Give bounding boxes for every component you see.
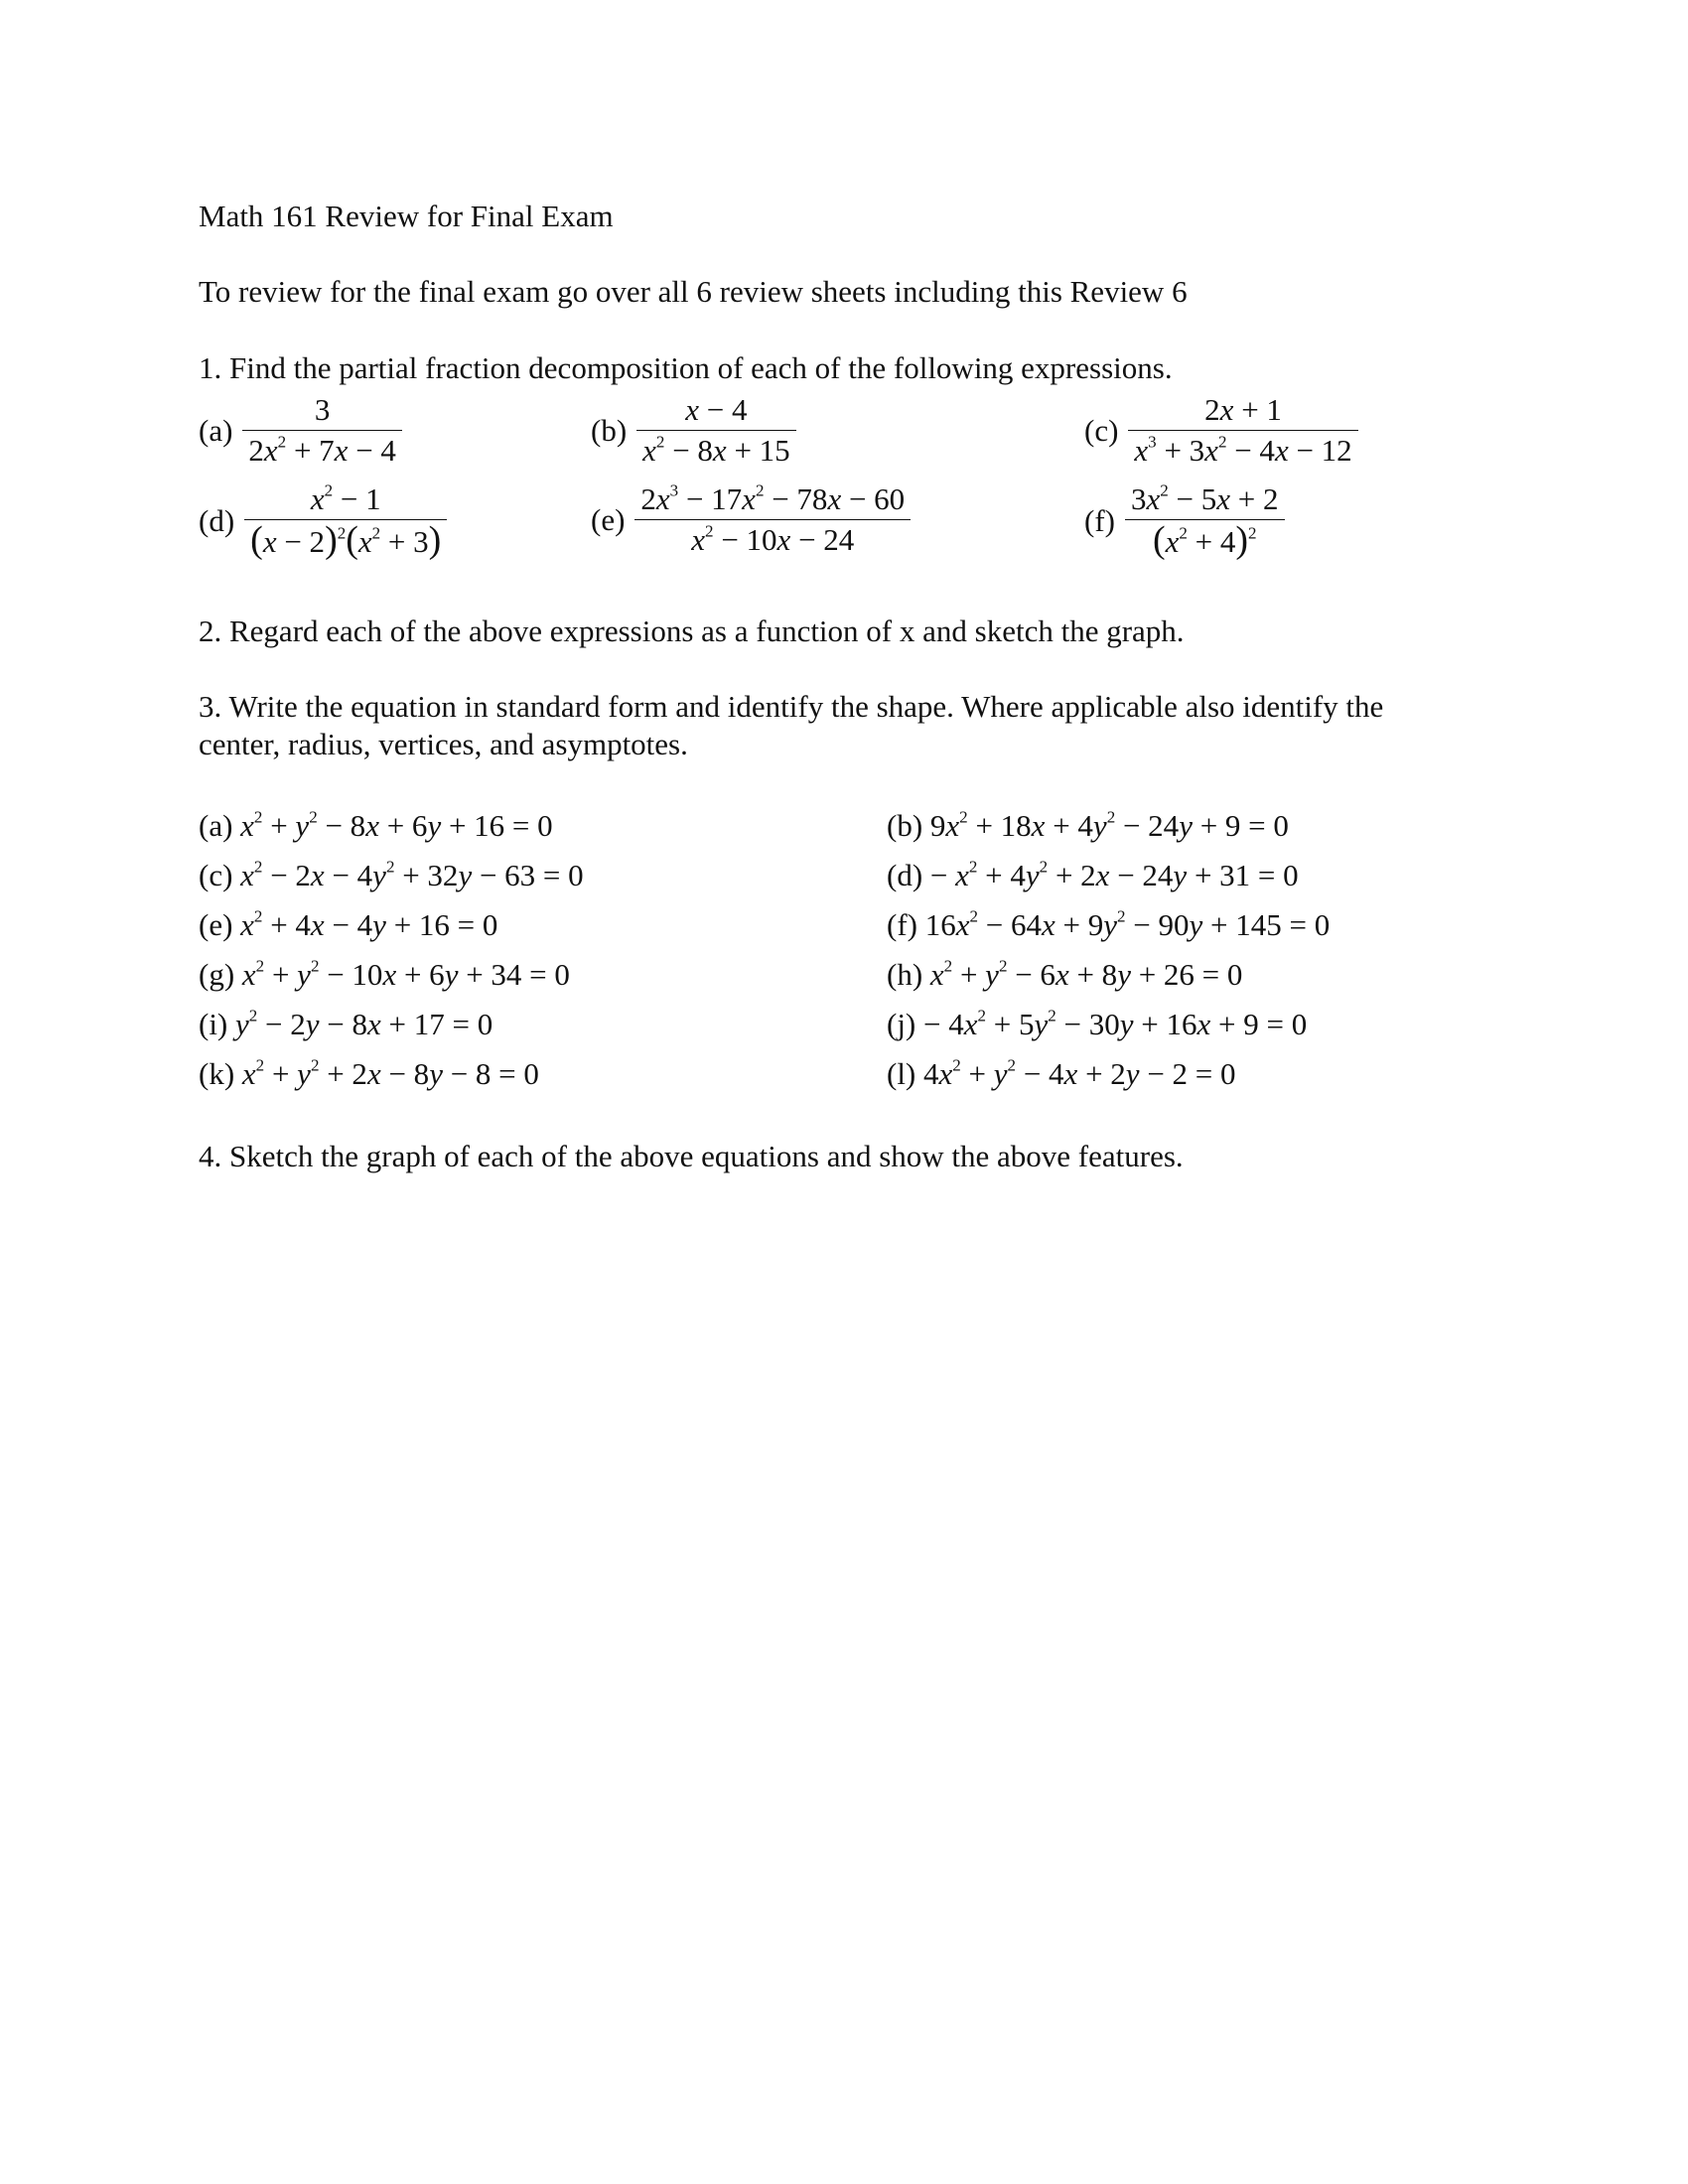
fraction-e-numerator: $2x^3 - 17x^2 - 78x - 60$ <box>640 480 906 516</box>
equation-i: (i) $y^2 - 2y - 8x + 17 = 0$ <box>199 1006 493 1041</box>
fraction-d-denominator: $(x - 2)^2(x^2 + 3)$ <box>244 519 447 562</box>
equation-l-label: (l) <box>887 1056 916 1091</box>
equation-k: (k) $x^2 + y^2 + 2x - 8y - 8 = 0$ <box>199 1055 539 1091</box>
equation-g-label: (g) <box>199 957 235 992</box>
equation-a: (a) $x^2 + y^2 - 8x + 6y + 16 = 0$ <box>199 807 553 843</box>
fraction-b <box>591 390 796 471</box>
equation-c: (c) $x^2 - 2x - 4y^2 + 32y - 63 = 0$ <box>199 857 584 892</box>
fraction-a-numerator: 3 <box>314 392 331 427</box>
equation-b-label: (b) <box>887 808 923 843</box>
equation-a-label: (a) <box>199 808 233 843</box>
fraction-e-denominator: $x^2 - 10x - 24$ <box>634 519 911 560</box>
fraction-b-denominator: $x^2 - 8x + 15$ <box>636 430 796 471</box>
equation-b: (b) $9x^2 + 18x + 4y^2 - 24y + 9 = 0$ <box>887 807 1289 843</box>
fraction-b-numerator: x − 4 <box>685 392 748 427</box>
equation-h: (h) $x^2 + y^2 - 6x + 8y + 26 = 0$ <box>887 956 1243 992</box>
equation-d: $(d) - x^2 + 4y^2 + 2x - 24y + 31 = 0$ <box>887 857 1299 892</box>
equation-g: (g) $x^2 + y^2 - 10x + 6y + 34 = 0$ <box>199 956 570 992</box>
fraction-f <box>1084 479 1285 562</box>
fraction-a-denominator: $2x^2 + 7x - 4$ <box>242 430 402 471</box>
fraction-e-label: (e) <box>591 501 626 537</box>
equation-i-label: (i) <box>199 1007 228 1041</box>
equation-f: (f) $16x^2 - 64x + 9y^2 - 90y + 145 = 0$ <box>887 906 1331 942</box>
fraction-c-numerator: 2x + 1 <box>1204 392 1282 427</box>
equation-j: $(j) - 4x^2 + 5y^2 - 30y + 16x + 9 = 0$ <box>887 1006 1308 1041</box>
equation-k-label: (k) <box>199 1056 235 1091</box>
fraction-d-label: (d) <box>199 502 235 538</box>
fraction-f-label: (f) <box>1084 502 1115 538</box>
question-4-text: 4. Sketch the graph of each of the above equations and show the above features. <box>199 1139 1184 1173</box>
fraction-f-numerator: $3x^2 - 5x + 2$ <box>1130 480 1279 516</box>
fraction-f-denominator: $(x^2 + 4)^2$ <box>1125 519 1285 562</box>
fraction-c-label: (c) <box>1084 412 1119 448</box>
fraction-c-denominator: $x^3 + 3x^2 - 4x - 12$ <box>1128 430 1357 471</box>
fraction-c <box>1084 390 1358 471</box>
fraction-a <box>199 390 402 471</box>
equation-h-label: (h) <box>887 957 923 992</box>
fraction-e <box>591 479 911 560</box>
page-title: Math 161 Review for Final Exam <box>199 199 614 233</box>
fraction-b-label: (b) <box>591 412 628 448</box>
question-2-text: 2. Regard each of the above expressions as a function of x and sketch the graph. <box>199 614 1185 648</box>
equation-f-label: (f) <box>887 907 917 942</box>
intro-text: To review for the final exam go over all 6 review sheets including this Review 6 <box>199 274 1188 309</box>
equation-d-label: (d) <box>887 858 923 892</box>
equation-c-label: (c) <box>199 858 233 892</box>
equation-e-label: (e) <box>199 907 233 942</box>
fraction-d <box>199 479 447 562</box>
fraction-a-label: (a) <box>199 412 233 448</box>
question-1-text: 1. Find the partial fraction decomposition of each of the following expressions. <box>199 350 1173 385</box>
equation-l: (l) $4x^2 + y^2 - 4x + 2y - 2 = 0$ <box>887 1055 1236 1091</box>
question-3-text: 3. Write the equation in standard form and identify the shape. Where applicable also identify the center, radius, vertices, and asymptotes. <box>199 689 1384 761</box>
equation-j-label: (j) <box>887 1007 916 1041</box>
fraction-d-numerator: $x^2 - 1$ <box>310 480 381 516</box>
equation-e: (e) $x^2 + 4x - 4y + 16 = 0$ <box>199 906 498 942</box>
